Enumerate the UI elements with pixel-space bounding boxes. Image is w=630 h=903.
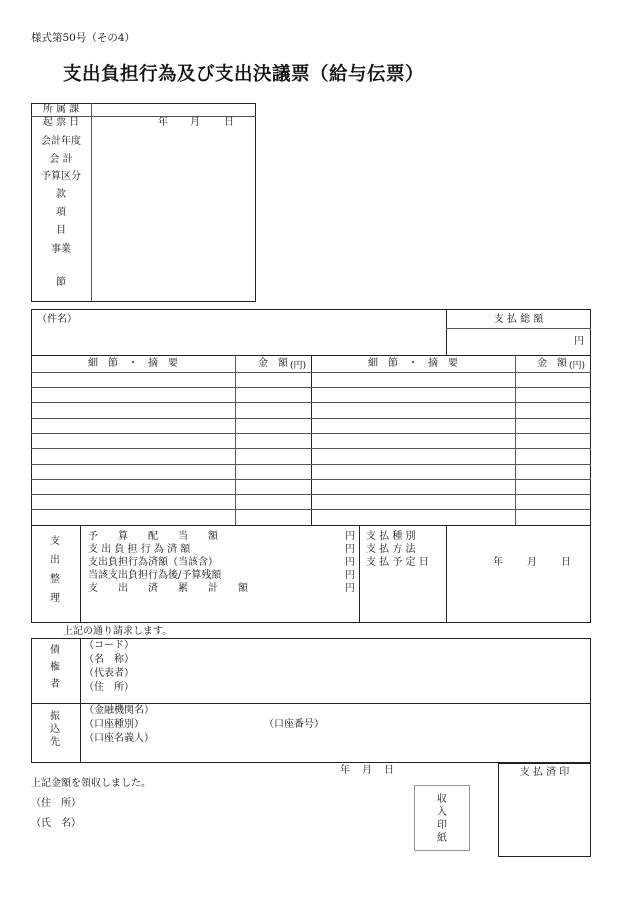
expense-unit-1: 円: [345, 531, 355, 542]
transfer-account-number: （口座番号）: [264, 719, 324, 730]
row-label-account: 会 計: [49, 154, 73, 165]
info-table: [31, 103, 256, 302]
creditor-name: （名 称）: [84, 654, 134, 665]
expense-unit-5: 円: [345, 583, 355, 594]
pay-date-label: 支 払 予 定 日: [366, 557, 429, 568]
form-number: 様式第50号（その4）: [31, 32, 136, 44]
detail-header-right-item: 細 節 ・ 摘 要: [368, 358, 458, 369]
issue-date-day: 日: [224, 117, 234, 128]
receipt-address: （住 所）: [31, 798, 81, 809]
row-label-budget-class: 予算区分: [41, 171, 81, 182]
pay-date-day: 日: [561, 557, 571, 568]
row-label-project: 事業: [51, 244, 71, 255]
row-label-dept: 所 属 課: [42, 104, 80, 115]
transfer-bank-name: （金融機関名）: [84, 705, 154, 716]
subject-label: （件名）: [37, 314, 77, 325]
pay-method-label: 支 払 方 法: [366, 544, 416, 555]
creditor-side-label: 債 権 者: [50, 645, 60, 690]
transfer-account-holder: （口座名義人）: [84, 733, 154, 744]
transfer-account-type: （口座種別）: [84, 719, 144, 730]
expense-item-cumulative: 支 出 済 累 計 額: [88, 583, 248, 594]
row-label-kan: 款: [56, 189, 66, 200]
total-unit: 円: [574, 336, 584, 347]
paid-stamp-label: 支 払 済 印: [519, 767, 570, 778]
detail-header-left-unit: (円): [290, 361, 307, 371]
receipt-date-day: 日: [384, 765, 394, 776]
expense-unit-4: 円: [345, 570, 355, 581]
pay-date-month: 月: [527, 557, 537, 568]
receipt-date-year: 年: [340, 765, 350, 776]
expense-unit-2: 円: [345, 544, 355, 555]
pay-type-label: 支 払 種 別: [366, 531, 416, 542]
page-title: 支出負担行為及び支出決議票（給与伝票）: [63, 64, 425, 85]
transfer-side-label: 振 込 先: [50, 711, 60, 748]
row-label-setsu: 節: [56, 277, 66, 288]
expense-unit-3: 円: [345, 557, 355, 568]
expense-item-committed: 支 出 負 担 行 為 済 額: [88, 544, 191, 555]
detail-header-right-amount: 金 額: [537, 358, 567, 369]
total-label: 支 払 総 額: [493, 314, 544, 325]
revenue-stamp-label: 収 入 印 紙: [437, 794, 447, 844]
request-note: 上記の通り請求します。: [63, 626, 173, 637]
expense-item-budget: 予 算 配 当 額: [88, 531, 218, 542]
row-label-issue-date: 起 票 日: [42, 117, 80, 128]
issue-date-month: 月: [190, 117, 200, 128]
creditor-address: （住 所）: [84, 682, 134, 693]
creditor-code: （コード）: [84, 640, 134, 651]
receipt-note: 上記金額を領収しました。: [31, 778, 151, 789]
detail-header-right-unit: (円): [569, 361, 586, 371]
row-label-fiscal-year: 会計年度: [41, 136, 81, 147]
receipt-name: （氏 名）: [31, 818, 81, 829]
issue-date-year: 年: [158, 117, 168, 128]
creditor-representative: （代表者）: [84, 668, 134, 679]
receipt-date-month: 月: [362, 765, 372, 776]
expense-item-committed-incl: 支出負担行為済額（当該含）: [88, 557, 218, 568]
pay-date-year: 年: [493, 557, 503, 568]
detail-header-left-item: 細 節 ・ 摘 要: [88, 358, 178, 369]
detail-header-left-amount: 金 額: [258, 358, 288, 369]
row-label-kou: 項: [56, 207, 66, 218]
expense-item-remaining: 当該支出負担行為後/予算残額: [88, 570, 222, 581]
expense-side-label: 支 出 整 理: [50, 536, 60, 604]
row-label-moku: 目: [56, 225, 66, 236]
